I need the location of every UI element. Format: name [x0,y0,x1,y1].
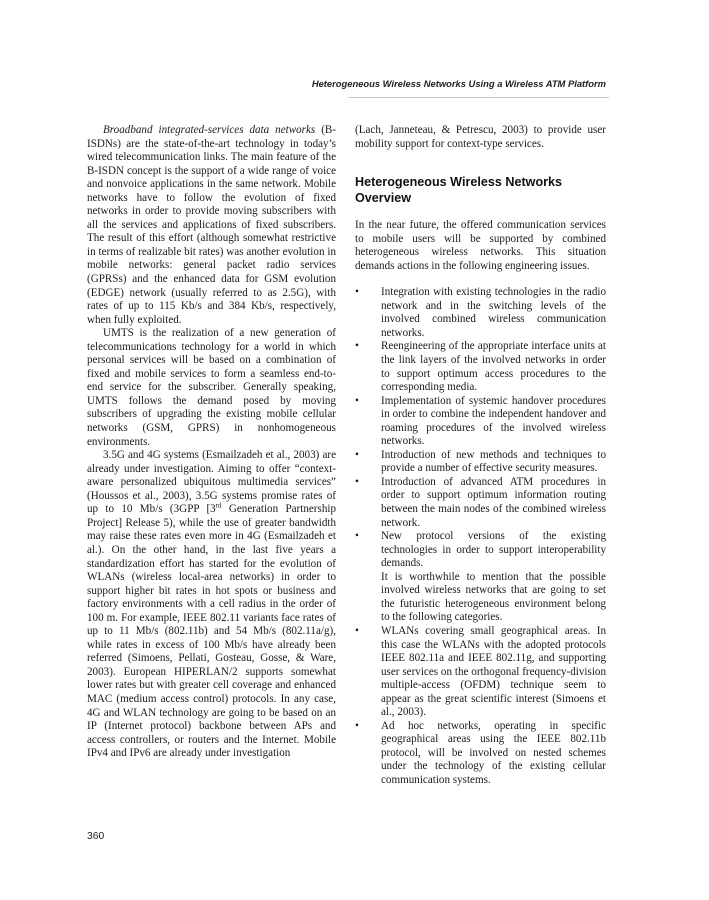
right-column [355,124,606,788]
list-item-text: WLANs covering small geographical areas. In this case the WLANs with the adopted protocols IEEE 802.11a and IEEE 802.11g, and supporting user services on the orthogonal frequency-division multiple-access (OFDM) technique seem to appear as the great scientific interest (Simoens et al., 2003). [381,624,606,719]
list-item-text: Reengineering of the appropriate interface units at the link layers of the involved networks in order to support optimum access procedures to the corresponding media. [381,340,606,394]
page-number: 360 [87,831,105,842]
bullet-icon: • [355,448,359,461]
paragraph-text: 3.5G and 4G systems (Esmailzadeh et al., 2003) are already under investigation. Aiming to offer “context-aware personalized ubiquitous multimedia services” (Houssos et al., 2003), 3.5G systems promise rates of up to 10 Mb/s (3GPP [3 [87,449,336,516]
left-column [87,124,336,761]
list-item [355,476,606,530]
running-header: Heterogeneous Wireless Networks Using a Wireless ATM Platform [311,78,606,89]
paragraph-text: (B-ISDNs) are the state-of-the-art technology in today’s wired telecommunication links. The main feature of the B-ISDN concept is the support of a wide range of voice and nonvoice applications in the same network. Mobile networks have to follow the evolution of fixed networks in order to provide moving subscribers with all the services and applications of fixed subscribers. The result of this effort (although somewhat restrictive in terms of realizable bit rates) was another evolution in mobile networks: general packet radio services (GPRSs) and the enhanced data for GSM evolution (EDGE) network (usually referred to as 2.5G), with rates of up to 115 Kb/s and 384 Kb/s, respectively, when fully exploited. [87,124,336,326]
paragraph-text: Generation Partnership Project] Release 5), while the use of greater bandwidth may raise these rates even more in 4G (Esmailzadeh et al.). On the other hand, in the last five years a standardization effort has started for the evolution of WLANs (wireless local-area networks) in order to support higher bit rates in hot spots or business and factory environments with a cell radius in the order of 100 m. For example, IEEE 802.11 variants face rates of up to 11 Mb/s (802.11b) and 54 Mb/s (802.11a/g), while rates in excess of 100 Mb/s have already been referred (Simoens, Pellati, Gosteau, Gosse, & Ware, 2003). European HIPERLAN/2 supports somewhat lower rates but with greater cell coverage and enhanced MAC (medium access control) protocols. In any case, 4G and WLAN technology are going to be based on an IP (Internet protocol) backbone between APs and access controllers, or routers and the Internet. Mobile IPv4 and IPv6 are already under investigation [87,503,336,760]
list-item-text: Introduction of new methods and techniques to provide a number of effective security measures. [381,448,606,475]
bullet-icon: • [355,394,359,407]
superscript: rd [215,501,222,510]
bullet-icon: • [355,530,359,543]
list-item [355,625,606,720]
paragraph-intro: In the near future, the offered communication services to mobile users will be supported by combined heterogeneous wireless networks. This situation demands actions in the following engineering issues. [355,219,606,272]
italic-lead: Broadband integrated-services data networks [103,124,316,136]
paragraph-continuation: (Lach, Janneteau, & Petrescu, 2003) to provide user mobility support for context-type services. [355,124,606,150]
list-item [355,530,606,571]
bullet-list [355,286,606,570]
list-item-text: Ad hoc networks, operating in specific geographical areas using the IEEE 802.11b protocol, will be involved on nested schemes under the technology of the existing cellular communication systems. [381,719,606,786]
bullet-icon: • [355,719,359,732]
paragraph-bisdn [87,124,336,327]
list-item-text: Introduction of advanced ATM procedures in order to support optimum information routing between the main nodes of the combined wireless network. [381,475,606,529]
list-item-text: New protocol versions of the existing technologies in order to support interoperability demands. [381,530,606,570]
list-item [355,340,606,394]
bullet-icon: • [355,340,359,353]
bullet-icon: • [355,624,359,637]
list-item [355,720,606,788]
list-item-text: Implementation of systemic handover procedures in order to combine the independent handover and roaming procedures of the involved wireless networks. [381,394,606,448]
header-rule [348,97,609,98]
list-item-text: Integration with existing technologies in the radio network and in the switching levels of the involved combined wireless communication networks. [381,286,606,339]
bullet-icon: • [355,475,359,488]
bullet-icon: • [355,286,359,299]
paragraph-4g [87,449,336,761]
paragraph-umts: UMTS is the realization of a new generation of telecommunications technology for a world in which personal services will be based on a combination of fixed and mobile services to form a seamless end-to-end service for the subscriber. Generally speaking, UMTS follows the demand posed by moving subscribers of upgrading the existing mobile cellular networks (GSM, GPRS) in nonhomogeneous environments. [87,327,336,448]
bullet-list-categories [355,625,606,788]
list-item [355,395,606,449]
paragraph-note: It is worthwhile to mention that the possible involved wireless networks that are going to set the futuristic heterogeneous environment belong to the following categories. [381,570,606,624]
section-heading: Heterogeneous Wireless Networks Overview [355,175,563,206]
list-item [355,286,606,340]
list-item [355,449,606,476]
